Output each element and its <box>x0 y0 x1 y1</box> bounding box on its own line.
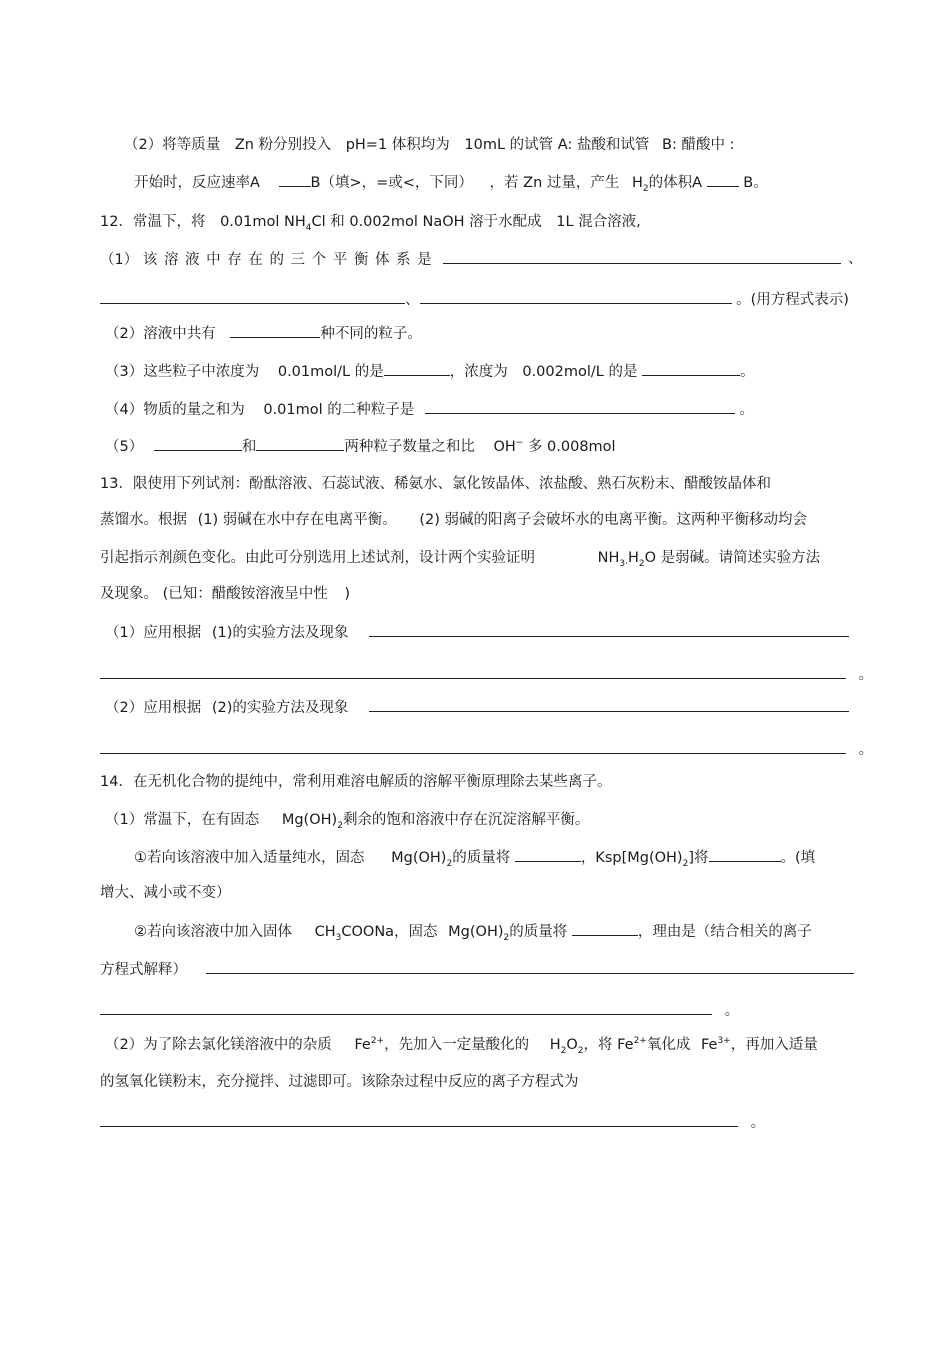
text: 的质量将 <box>509 924 568 940</box>
subscript: 4 <box>305 222 312 233</box>
text: H <box>627 550 639 566</box>
answer-blank[interactable] <box>100 1000 712 1015</box>
text: 物质的量之和为 <box>143 402 245 418</box>
text: ②若向该溶液中加入固体 <box>134 924 292 940</box>
text: ，再加入适量 <box>730 1037 818 1053</box>
text: Fe <box>617 1037 634 1053</box>
answer-blank[interactable] <box>154 436 242 451</box>
answer-blank[interactable] <box>707 172 739 187</box>
q14-part2-continued: 的氢氧化镁粉末，充分搅拌、过滤即可。该除杂过程中反应的离子方程式为 <box>100 1074 579 1090</box>
text: 该溶液中存在的三个平衡体系是 <box>142 252 439 268</box>
answer-blank[interactable] <box>420 289 732 304</box>
text: 醋酸中 <box>681 137 725 153</box>
text: 。 <box>739 402 754 418</box>
q12-part1-continued <box>100 289 849 310</box>
q13-stem-line3 <box>100 548 820 568</box>
q11-part2-line1 <box>124 135 735 155</box>
answer-blank[interactable] <box>515 847 581 862</box>
answer-blank[interactable] <box>100 289 405 304</box>
q11-part2-line2 <box>134 172 768 193</box>
q13-part2 <box>105 697 849 718</box>
subscript: 2 <box>638 558 645 569</box>
text: H <box>632 175 643 191</box>
part-label: （5） <box>105 439 144 455</box>
text: NH <box>597 550 620 566</box>
text: ]将 <box>688 850 709 866</box>
text: Cl 和 <box>311 214 345 230</box>
text: 0.01mol/L <box>277 364 351 380</box>
q14-sub2 <box>134 921 812 942</box>
answer-blank[interactable] <box>384 361 450 376</box>
text: 0.01mol <box>263 402 323 418</box>
text: Mg(OH) <box>448 924 504 940</box>
answer-blank[interactable] <box>100 664 846 679</box>
text: A: <box>557 137 573 153</box>
text: 0.002mol/L <box>522 364 604 380</box>
text: 应用根据 <box>143 625 202 641</box>
separator: 、 <box>405 292 420 308</box>
part-label: （2） <box>105 700 144 716</box>
subscript: 2 <box>682 858 689 869</box>
text: Zn <box>523 175 543 191</box>
q12-stem <box>100 212 641 232</box>
q13-part2-answer <box>100 739 873 760</box>
text: 两种粒子数量之和比 <box>344 439 475 455</box>
separator: 、 <box>848 251 863 267</box>
text: B: <box>662 137 677 153</box>
text: (1) 弱碱在水中存在电离平衡。 <box>197 512 397 528</box>
text: 溶于水配成 <box>469 214 542 230</box>
superscript: 3+ <box>717 1036 731 1047</box>
q14-sub1 <box>134 847 815 868</box>
text: 及现象。 <box>100 586 158 602</box>
q13-stem-line2 <box>100 510 807 530</box>
text: 剩余的饱和溶液中存在沉淀溶解平衡。 <box>342 812 590 828</box>
part-label: （1） <box>105 625 144 641</box>
text: Zn <box>234 137 254 153</box>
text: 。(用方程式表示) <box>736 292 849 308</box>
q12-part3 <box>105 361 755 382</box>
answer-blank[interactable] <box>206 959 854 974</box>
text: 。 <box>724 1003 740 1019</box>
text: 盐酸和试管 <box>576 137 650 153</box>
superscript: 2+ <box>633 1036 647 1047</box>
subscript: 2 <box>446 858 453 869</box>
text: ，浓度为 <box>449 364 508 380</box>
answer-blank[interactable] <box>709 847 781 862</box>
text: Fe <box>354 1037 371 1053</box>
answer-blank[interactable] <box>230 323 320 338</box>
text: O <box>566 1037 578 1053</box>
text: Mg(OH) <box>391 850 447 866</box>
answer-blank[interactable] <box>642 361 740 376</box>
part-label: （2） <box>105 326 144 342</box>
text: 的试管 <box>509 137 554 153</box>
superscript: 2+ <box>370 1036 385 1047</box>
answer-blank[interactable] <box>100 1112 738 1127</box>
subscript: 2 <box>337 820 343 831</box>
text: (已知：醋酸铵溶液呈中性 <box>162 586 328 602</box>
answer-blank[interactable] <box>100 739 846 754</box>
text: 。 <box>858 742 874 758</box>
part-label: （4） <box>105 402 144 418</box>
text: 种不同的粒子。 <box>320 326 422 342</box>
text: H <box>549 1037 561 1053</box>
text: 为了除去氯化镁溶液中的杂质 <box>143 1037 332 1053</box>
text: ) <box>344 586 351 602</box>
text: : <box>729 137 735 153</box>
subscript: 2 <box>503 932 510 943</box>
q13-part1-answer <box>100 664 873 685</box>
text: 的体积A <box>648 175 703 191</box>
q13-part1 <box>105 622 849 643</box>
text: 粉分别投入 <box>258 137 332 153</box>
text: 蒸馏水。根据 <box>100 512 187 528</box>
text: 应用根据 <box>143 700 202 716</box>
q12-part4 <box>105 399 754 420</box>
subscript: 2 <box>577 1045 584 1056</box>
text: O <box>644 550 657 566</box>
answer-blank[interactable] <box>369 622 849 637</box>
text: 0.01mol NH <box>220 214 306 230</box>
text: OH <box>493 439 516 455</box>
subscript: 3· <box>619 558 628 569</box>
text: COONa，固态 <box>341 924 438 940</box>
text: ①若向该溶液中加入适量纯水，固态 <box>134 850 365 866</box>
text: 的质量将 <box>452 850 511 866</box>
text: 多 0.008mol <box>527 439 616 455</box>
text: 是弱碱。请简述实验方法 <box>660 550 821 566</box>
text: 过量，产生 <box>546 175 620 191</box>
q14-part2-answer <box>100 1112 765 1133</box>
answer-blank[interactable] <box>443 249 841 264</box>
q14-stem: 14．在无机化合物的提纯中，常利用难溶电解质的溶解平衡原理除去某些离子。 <box>100 774 612 790</box>
answer-blank[interactable] <box>256 436 344 451</box>
text: (2)的实验方法及现象 <box>211 700 349 716</box>
part-label: （2） <box>105 1037 144 1053</box>
part-label: （1） <box>100 252 139 268</box>
text: (1)的实验方法及现象 <box>211 625 349 641</box>
text: 。(填 <box>780 850 816 866</box>
q14-sub2-reason-continued <box>100 1000 739 1021</box>
text: ，先加入一定量酸化的 <box>384 1037 530 1053</box>
text: 和 <box>241 439 257 455</box>
question-number: 12．常温下，将 <box>100 214 206 230</box>
text: 溶液中共有 <box>143 326 216 342</box>
text: 。 <box>740 364 755 380</box>
text: ，理由是（结合相关的离子 <box>637 924 812 940</box>
text: 1L <box>556 214 574 230</box>
text: CH <box>314 924 336 940</box>
text: Fe <box>700 1037 718 1053</box>
subscript: 3 <box>335 932 342 943</box>
q13-stem-line1: 13．限使用下列试剂：酚酞溶液、石蕊试液、稀氨水、氯化铵晶体、浓盐酸、熟石灰粉末、醋酸铵晶体和 <box>100 476 771 492</box>
q13-stem-line4 <box>100 584 350 604</box>
text: 方程式解释） <box>100 962 187 978</box>
text: Mg(OH) <box>281 812 338 828</box>
text: 体积均为 <box>391 137 450 153</box>
part-label: （2） <box>124 137 163 153</box>
text: 这些粒子中浓度为 <box>143 364 260 380</box>
part-label: （1） <box>105 812 144 828</box>
text: pH=1 <box>345 137 388 153</box>
text: ，将 <box>583 1037 613 1053</box>
text: 的是 <box>354 364 384 380</box>
text: 。 <box>750 1115 766 1131</box>
text: 10mL <box>464 137 506 153</box>
q12-part5 <box>105 436 616 457</box>
text: (2) 弱碱的阳离子会破坏水的电离平衡。这两种平衡移动均会 <box>419 512 808 528</box>
text: 的二种粒子是 <box>327 402 415 418</box>
superscript: − <box>515 438 524 449</box>
text: 常温下，在有固态 <box>143 812 260 828</box>
q12-part2 <box>105 323 422 344</box>
text: 氧化成 <box>646 1037 691 1053</box>
text: 引起指示剂颜色变化。由此可分别选用上述试剂，设计两个实验证明 <box>100 550 535 566</box>
answer-blank[interactable] <box>425 399 735 414</box>
text: ，若 <box>489 175 519 191</box>
text: 混合溶液, <box>578 214 641 230</box>
text: 。 <box>858 667 874 683</box>
q14-sub1-continued: 增大、减小或不变） <box>100 885 231 901</box>
q12-part1 <box>100 249 841 270</box>
subscript: 2 <box>642 183 649 194</box>
q14-sub2-reason <box>100 959 854 980</box>
subscript: 2 <box>560 1045 567 1056</box>
text: B。 <box>743 175 768 191</box>
answer-blank[interactable] <box>369 697 849 712</box>
text: ，Ksp[Mg(OH) <box>580 850 683 866</box>
part-label: （3） <box>105 364 144 380</box>
text: 0.002mol NaOH <box>349 214 465 230</box>
text: B（填>，=或<，下同） <box>310 175 473 191</box>
q14-part2 <box>105 1035 818 1055</box>
answer-blank[interactable] <box>279 172 311 187</box>
text: 的是 <box>608 364 638 380</box>
text: 开始时，反应速率A <box>134 175 260 191</box>
answer-blank[interactable] <box>572 921 638 936</box>
q14-part1 <box>105 810 589 830</box>
text: 将等质量 <box>162 137 221 153</box>
